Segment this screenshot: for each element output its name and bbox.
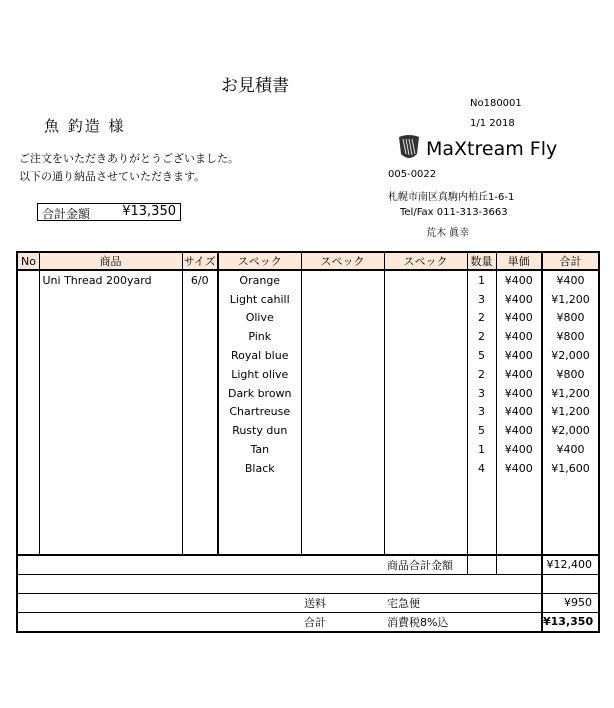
subtotal-label: 商品合計金額 — [384, 555, 467, 575]
row-total: ¥1,600 — [542, 459, 599, 478]
row-no — [17, 440, 39, 459]
header-size: サイズ — [182, 252, 218, 270]
table-row — [17, 459, 599, 478]
subtotal-row — [17, 555, 599, 575]
row-spec-2 — [301, 459, 384, 478]
header-qty: 数量 — [467, 252, 496, 270]
row-unit-price — [496, 497, 542, 516]
row-product — [39, 290, 182, 309]
customer-name: 魚 釣造 様 — [44, 117, 126, 135]
row-qty: 2 — [467, 309, 496, 328]
row-product — [39, 346, 182, 365]
row-no — [17, 365, 39, 384]
shipping-method: 宅急便 — [384, 593, 542, 612]
shield-logo-icon — [398, 134, 420, 162]
quote-date: 1/1 2018 — [470, 118, 515, 129]
row-total: ¥2,000 — [542, 421, 599, 440]
row-total: ¥2,000 — [542, 346, 599, 365]
row-product — [39, 327, 182, 346]
row-spec: Chartreuse — [218, 403, 301, 422]
table-row — [17, 327, 599, 346]
postal-code: 005-0022 — [388, 169, 437, 180]
row-spec-2 — [301, 327, 384, 346]
shipping-row — [17, 593, 599, 612]
row-product — [39, 478, 182, 497]
row-qty: 3 — [467, 290, 496, 309]
row-no — [17, 516, 39, 535]
row-unit-price: ¥400 — [496, 365, 542, 384]
company-phone: Tel/Fax 011-313-3663 — [400, 207, 508, 218]
row-spec-2 — [301, 290, 384, 309]
row-no — [17, 403, 39, 422]
row-qty: 1 — [467, 440, 496, 459]
row-no — [17, 497, 39, 516]
row-spec-3 — [384, 440, 467, 459]
row-spec: Light olive — [218, 365, 301, 384]
header-total: 合計 — [542, 252, 599, 270]
table-row — [17, 365, 599, 384]
table-row — [17, 440, 599, 459]
row-no — [17, 459, 39, 478]
row-qty: 1 — [467, 270, 496, 290]
row-unit-price: ¥400 — [496, 290, 542, 309]
quote-number: No180001 — [470, 98, 522, 109]
row-no — [17, 346, 39, 365]
row-total: ¥400 — [542, 440, 599, 459]
row-unit-price: ¥400 — [496, 309, 542, 328]
row-spec-2 — [301, 478, 384, 497]
table-row — [17, 346, 599, 365]
row-spec-3 — [384, 478, 467, 497]
row-total: ¥1,200 — [542, 384, 599, 403]
empty-table-row — [17, 516, 599, 535]
document-title: お見積書 — [221, 76, 289, 96]
header-unit-price: 単価 — [496, 252, 542, 270]
row-product — [39, 516, 182, 535]
table-row — [17, 421, 599, 440]
row-spec-3 — [384, 497, 467, 516]
row-unit-price: ¥400 — [496, 270, 542, 290]
row-unit-price — [496, 478, 542, 497]
shipping-label: 送料 — [301, 593, 384, 612]
row-no — [17, 270, 39, 290]
row-size — [182, 535, 218, 555]
header-product: 商品 — [39, 252, 182, 270]
brand-name: MaXtream Fly — [426, 138, 558, 160]
row-size — [182, 346, 218, 365]
row-spec-3 — [384, 290, 467, 309]
row-spec: Black — [218, 459, 301, 478]
thanks-message-line1: ご注文をいただきありがとうございました。 — [19, 152, 239, 165]
grand-total-value: ¥13,350 — [542, 612, 599, 632]
row-unit-price — [496, 516, 542, 535]
header-spec-2: スペック — [301, 252, 384, 270]
row-spec-2 — [301, 421, 384, 440]
row-spec-3 — [384, 421, 467, 440]
row-size — [182, 290, 218, 309]
row-qty — [467, 478, 496, 497]
row-size — [182, 309, 218, 328]
row-qty: 4 — [467, 459, 496, 478]
row-product — [39, 403, 182, 422]
row-size — [182, 440, 218, 459]
row-spec-3 — [384, 270, 467, 290]
row-no — [17, 421, 39, 440]
row-qty — [467, 516, 496, 535]
row-total: ¥1,200 — [542, 290, 599, 309]
row-spec: Rusty dun — [218, 421, 301, 440]
row-unit-price: ¥400 — [496, 440, 542, 459]
row-no — [17, 327, 39, 346]
staff-name: 荒木 眞幸 — [426, 228, 470, 239]
row-product — [39, 421, 182, 440]
row-spec-2 — [301, 516, 384, 535]
header-spec-3: スペック — [384, 252, 467, 270]
row-total: ¥400 — [542, 270, 599, 290]
header-spec-1: スペック — [218, 252, 301, 270]
table-row — [17, 309, 599, 328]
row-size: 6/0 — [182, 270, 218, 290]
row-unit-price: ¥400 — [496, 327, 542, 346]
empty-table-row — [17, 535, 599, 555]
row-size — [182, 421, 218, 440]
table-header-row — [17, 252, 599, 270]
row-total: ¥800 — [542, 309, 599, 328]
row-spec — [218, 535, 301, 555]
row-spec-2 — [301, 270, 384, 290]
row-qty: 3 — [467, 384, 496, 403]
row-spec-3 — [384, 384, 467, 403]
row-product — [39, 309, 182, 328]
table-row — [17, 290, 599, 309]
row-total: ¥800 — [542, 365, 599, 384]
row-no — [17, 309, 39, 328]
row-unit-price: ¥400 — [496, 459, 542, 478]
row-product — [39, 497, 182, 516]
row-no — [17, 290, 39, 309]
blank-summary-row — [17, 574, 599, 593]
row-product — [39, 440, 182, 459]
row-spec-2 — [301, 365, 384, 384]
row-size — [182, 516, 218, 535]
grand-total-row — [17, 612, 599, 632]
row-spec — [218, 478, 301, 497]
row-size — [182, 478, 218, 497]
total-amount-label: 合計金額 — [42, 207, 91, 221]
row-spec: Dark brown — [218, 384, 301, 403]
row-spec-2 — [301, 440, 384, 459]
row-spec-2 — [301, 497, 384, 516]
row-no — [17, 478, 39, 497]
row-size — [182, 327, 218, 346]
row-qty — [467, 497, 496, 516]
row-qty: 5 — [467, 346, 496, 365]
row-spec-3 — [384, 459, 467, 478]
grand-total-label: 合計 — [301, 612, 384, 632]
subtotal-value: ¥12,400 — [542, 555, 599, 575]
total-amount-box — [37, 203, 181, 221]
table-row — [17, 403, 599, 422]
row-qty — [467, 535, 496, 555]
row-product — [39, 365, 182, 384]
row-spec: Tan — [218, 440, 301, 459]
row-spec: Pink — [218, 327, 301, 346]
row-unit-price: ¥400 — [496, 384, 542, 403]
row-spec — [218, 497, 301, 516]
row-size — [182, 365, 218, 384]
table-row — [17, 384, 599, 403]
row-spec: Light cahill — [218, 290, 301, 309]
row-spec-2 — [301, 384, 384, 403]
tax-note: 消費税8%込 — [384, 612, 542, 632]
row-spec-2 — [301, 346, 384, 365]
table-row — [17, 270, 599, 290]
row-spec-3 — [384, 309, 467, 328]
row-total — [542, 497, 599, 516]
total-amount-value: ¥13,350 — [122, 204, 176, 219]
row-unit-price: ¥400 — [496, 421, 542, 440]
row-unit-price — [496, 535, 542, 555]
row-size — [182, 403, 218, 422]
row-spec-3 — [384, 327, 467, 346]
row-total: ¥800 — [542, 327, 599, 346]
row-total — [542, 478, 599, 497]
row-qty: 2 — [467, 327, 496, 346]
empty-table-row — [17, 478, 599, 497]
row-total — [542, 535, 599, 555]
row-spec-3 — [384, 346, 467, 365]
row-total: ¥1,200 — [542, 403, 599, 422]
row-spec — [218, 516, 301, 535]
row-size — [182, 384, 218, 403]
row-spec: Royal blue — [218, 346, 301, 365]
row-total — [542, 516, 599, 535]
company-address: 札幌市南区真駒内柏丘1-6-1 — [388, 192, 515, 203]
row-qty: 2 — [467, 365, 496, 384]
row-product — [39, 459, 182, 478]
row-no — [17, 384, 39, 403]
row-size — [182, 497, 218, 516]
row-spec-2 — [301, 403, 384, 422]
row-spec-3 — [384, 535, 467, 555]
row-qty: 5 — [467, 421, 496, 440]
row-spec-2 — [301, 535, 384, 555]
thanks-message-line2: 以下の通り納品させていただきます。 — [19, 170, 206, 183]
header-no: No — [17, 252, 39, 270]
row-qty: 3 — [467, 403, 496, 422]
row-product: Uni Thread 200yard — [39, 270, 182, 290]
row-spec-3 — [384, 365, 467, 384]
row-size — [182, 459, 218, 478]
empty-table-row — [17, 497, 599, 516]
row-spec: Olive — [218, 309, 301, 328]
row-unit-price: ¥400 — [496, 346, 542, 365]
row-product — [39, 384, 182, 403]
row-spec-2 — [301, 309, 384, 328]
row-spec-3 — [384, 516, 467, 535]
row-spec: Orange — [218, 270, 301, 290]
quote-table — [16, 251, 598, 633]
row-product — [39, 535, 182, 555]
shipping-value: ¥950 — [542, 593, 599, 612]
row-no — [17, 535, 39, 555]
row-spec-3 — [384, 403, 467, 422]
row-unit-price: ¥400 — [496, 403, 542, 422]
